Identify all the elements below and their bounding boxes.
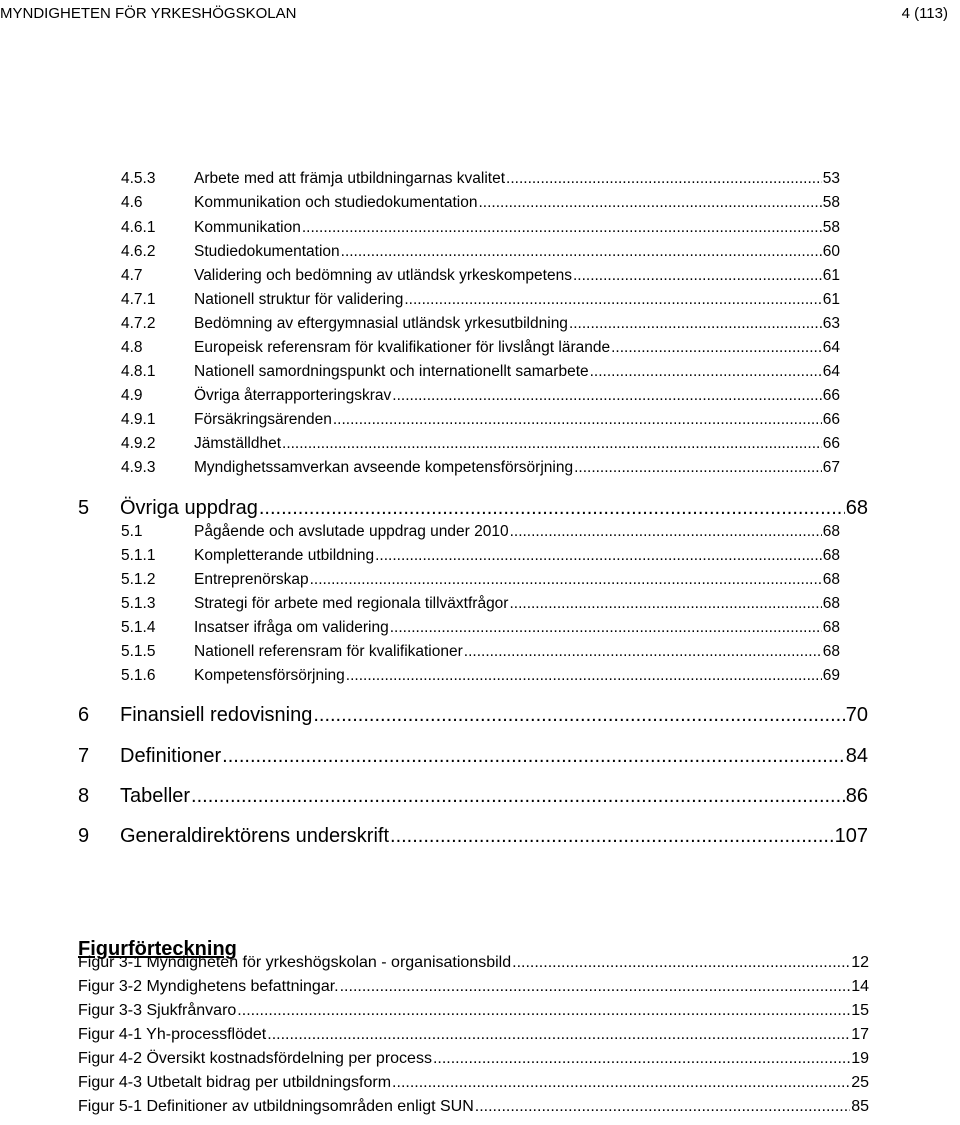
dot-leader xyxy=(237,1002,850,1020)
toc-section-entry[interactable] xyxy=(121,315,840,333)
entry-title: Jämställdhet xyxy=(194,435,282,452)
entry-title: Kommunikation och studiedokumentation xyxy=(194,194,478,211)
dot-leader xyxy=(222,745,845,768)
entry-page-number: 68 xyxy=(822,547,840,564)
entry-page-number: 68 xyxy=(822,619,840,636)
dot-leader xyxy=(475,1098,850,1116)
entry-page-number: 14 xyxy=(851,978,869,995)
entry-number: 5.1.3 xyxy=(121,595,156,612)
entry-title: Figur 5-1 Definitioner av utbildningsområden enligt SUN xyxy=(78,1098,474,1115)
dot-leader xyxy=(346,667,822,685)
entry-number: 7 xyxy=(78,745,90,767)
toc-section-entry[interactable] xyxy=(121,523,840,541)
header-organization: MYNDIGHETEN FÖR YRKESHÖGSKOLAN xyxy=(0,5,297,22)
entry-number: 4.7.2 xyxy=(121,315,156,332)
entry-title: Övriga återrapporteringskrav xyxy=(194,387,392,404)
entry-page-number: 68 xyxy=(822,571,840,588)
entry-page-number: 25 xyxy=(851,1074,869,1091)
entry-page-number: 85 xyxy=(851,1098,869,1115)
entry-title: Försäkringsärenden xyxy=(194,411,332,428)
entry-page-number: 15 xyxy=(851,1002,869,1019)
toc-section-entry[interactable] xyxy=(121,219,840,237)
entry-page-number: 53 xyxy=(822,170,840,187)
entry-number: 4.9 xyxy=(121,387,143,404)
figure-list-heading: Figurförteckning xyxy=(78,938,237,960)
dot-leader xyxy=(390,619,822,637)
dot-leader xyxy=(310,571,822,589)
entry-number: 4.5.3 xyxy=(121,170,156,187)
toc-chapter-entry[interactable] xyxy=(78,785,868,808)
entry-page-number: 84 xyxy=(845,745,868,767)
entry-title: Generaldirektörens underskrift xyxy=(120,825,390,847)
dot-leader xyxy=(512,954,850,972)
entry-title: Övriga uppdrag xyxy=(120,497,258,519)
toc-section-entry[interactable] xyxy=(121,619,840,637)
toc-section-entry[interactable] xyxy=(121,547,840,565)
entry-title: Validering och bedömning av utländsk yrkeskompetens xyxy=(194,267,572,284)
entry-title: Definitioner xyxy=(120,745,222,767)
entry-page-number: 69 xyxy=(822,667,840,684)
entry-number: 5.1 xyxy=(121,523,143,540)
entry-page-number: 63 xyxy=(822,315,840,332)
header-page-number: 4 (113) xyxy=(901,5,948,22)
dot-leader xyxy=(282,435,822,453)
entry-title: Figur 3-1 Myndigheten för yrkeshögskolan - organisationsbild xyxy=(78,954,512,971)
dot-leader xyxy=(259,497,845,520)
entry-page-number: 107 xyxy=(834,825,868,847)
entry-number: 4.8.1 xyxy=(121,363,156,380)
toc-section-entry[interactable] xyxy=(121,267,840,285)
entry-title: Tabeller xyxy=(120,785,191,807)
entry-title: Pågående och avslutade uppdrag under 2010 xyxy=(194,523,509,540)
entry-title: Nationell referensram för kvalifikationer xyxy=(194,643,463,660)
entry-title: Figur 3-3 Sjukfrånvaro xyxy=(78,1002,237,1019)
dot-leader xyxy=(313,704,844,727)
dot-leader xyxy=(392,1074,850,1092)
figure-entry[interactable] xyxy=(78,978,869,996)
entry-title: Figur 4-3 Utbetalt bidrag per utbildningsform xyxy=(78,1074,392,1091)
entry-page-number: 19 xyxy=(851,1050,869,1067)
entry-number: 8 xyxy=(78,785,90,807)
dot-leader xyxy=(569,315,822,333)
toc-chapter-entry[interactable] xyxy=(78,497,868,520)
entry-page-number: 58 xyxy=(822,219,840,236)
entry-title: Insatser ifråga om validering xyxy=(194,619,389,636)
dot-leader xyxy=(574,459,822,477)
entry-title: Strategi för arbete med regionala tillväxtfrågor xyxy=(194,595,509,612)
entry-number: 5.1.5 xyxy=(121,643,156,660)
dot-leader xyxy=(506,170,822,188)
figure-entry[interactable] xyxy=(78,1050,869,1068)
dot-leader xyxy=(341,243,822,261)
figure-entry[interactable] xyxy=(78,954,869,972)
dot-leader xyxy=(302,219,822,237)
entry-title: Entreprenörskap xyxy=(194,571,309,588)
entry-number: 4.9.1 xyxy=(121,411,156,428)
entry-page-number: 58 xyxy=(822,194,840,211)
page-header xyxy=(0,0,960,24)
entry-title: Nationell struktur för validering xyxy=(194,291,404,308)
entry-number: 4.6.2 xyxy=(121,243,156,260)
dot-leader xyxy=(478,194,821,212)
entry-number: 5.1.6 xyxy=(121,667,156,684)
entry-page-number: 68 xyxy=(845,497,868,519)
entry-page-number: 17 xyxy=(851,1026,869,1043)
toc-section-entry[interactable] xyxy=(121,194,840,212)
entry-number: 5 xyxy=(78,497,90,519)
toc-chapter-entry[interactable] xyxy=(78,745,868,768)
toc-chapter-entry[interactable] xyxy=(78,704,868,727)
entry-page-number: 67 xyxy=(822,459,840,476)
entry-number: 4.6 xyxy=(121,194,143,211)
entry-title: Figur 4-2 Översikt kostnadsfördelning per process xyxy=(78,1050,432,1067)
entry-title: Europeisk referensram för kvalifikationer för livslångt lärande xyxy=(194,339,611,356)
entry-title: Figur 3-2 Myndighetens befattningar. xyxy=(78,978,339,995)
entry-number: 4.7 xyxy=(121,267,143,284)
dot-leader xyxy=(333,411,822,429)
entry-title: Finansiell redovisning xyxy=(120,704,313,726)
toc-section-entry[interactable] xyxy=(121,595,840,613)
entry-title: Kompletterande utbildning xyxy=(194,547,375,564)
dot-leader xyxy=(573,267,822,285)
entry-number: 4.8 xyxy=(121,339,143,356)
dot-leader xyxy=(590,363,822,381)
entry-number: 4.6.1 xyxy=(121,219,156,236)
entry-page-number: 12 xyxy=(851,954,869,971)
entry-page-number: 66 xyxy=(822,435,840,452)
entry-page-number: 61 xyxy=(822,267,840,284)
dot-leader xyxy=(392,387,821,405)
entry-page-number: 86 xyxy=(845,785,868,807)
entry-number: 4.7.1 xyxy=(121,291,156,308)
entry-title: Studiedokumentation xyxy=(194,243,340,260)
dot-leader xyxy=(267,1026,850,1044)
toc-section-entry[interactable] xyxy=(121,291,840,309)
dot-leader xyxy=(390,825,834,848)
toc-section-entry[interactable] xyxy=(121,435,840,453)
dot-leader xyxy=(611,339,822,357)
entry-page-number: 70 xyxy=(845,704,868,726)
toc-section-entry[interactable] xyxy=(121,571,840,589)
entry-number: 9 xyxy=(78,825,90,847)
figure-entry[interactable] xyxy=(78,1074,869,1092)
entry-number: 4.9.2 xyxy=(121,435,156,452)
toc-section-entry[interactable] xyxy=(121,459,840,477)
dot-leader xyxy=(404,291,821,309)
entry-page-number: 68 xyxy=(822,523,840,540)
dot-leader xyxy=(340,978,851,996)
entry-number: 5.1.2 xyxy=(121,571,156,588)
entry-title: Kommunikation xyxy=(194,219,301,236)
toc-section-entry[interactable] xyxy=(121,363,840,381)
dot-leader xyxy=(375,547,822,565)
entry-page-number: 64 xyxy=(822,363,840,380)
entry-number: 5.1.4 xyxy=(121,619,156,636)
figure-entry[interactable] xyxy=(78,1002,869,1020)
dot-leader xyxy=(191,785,845,808)
dot-leader xyxy=(509,595,821,613)
entry-title: Nationell samordningspunkt och internationellt samarbete xyxy=(194,363,589,380)
entry-page-number: 61 xyxy=(822,291,840,308)
figure-entry[interactable] xyxy=(78,1098,869,1116)
toc-section-entry[interactable] xyxy=(121,339,840,357)
toc-section-entry[interactable] xyxy=(121,643,840,661)
entry-page-number: 64 xyxy=(822,339,840,356)
figure-entry[interactable] xyxy=(78,1026,869,1044)
toc-section-entry[interactable] xyxy=(121,667,840,685)
entry-title: Figur 4-1 Yh-processflödet xyxy=(78,1026,267,1043)
dot-leader xyxy=(464,643,822,661)
entry-title: Myndighetssamverkan avseende kompetensförsörjning xyxy=(194,459,574,476)
toc-section-entry[interactable] xyxy=(121,170,840,188)
entry-number: 5.1.1 xyxy=(121,547,156,564)
entry-title: Kompetensförsörjning xyxy=(194,667,345,684)
entry-page-number: 60 xyxy=(822,243,840,260)
dot-leader xyxy=(510,523,822,541)
entry-page-number: 68 xyxy=(822,595,840,612)
toc-section-entry[interactable] xyxy=(121,243,840,261)
toc-section-entry[interactable] xyxy=(121,387,840,405)
dot-leader xyxy=(433,1050,850,1068)
toc-section-entry[interactable] xyxy=(121,411,840,429)
entry-page-number: 66 xyxy=(822,411,840,428)
toc-chapter-entry[interactable] xyxy=(78,825,868,848)
entry-number: 4.9.3 xyxy=(121,459,156,476)
entry-number: 6 xyxy=(78,704,90,726)
entry-page-number: 68 xyxy=(822,643,840,660)
entry-title: Arbete med att främja utbildningarnas kvalitet xyxy=(194,170,506,187)
entry-page-number: 66 xyxy=(822,387,840,404)
entry-title: Bedömning av eftergymnasial utländsk yrkesutbildning xyxy=(194,315,568,332)
